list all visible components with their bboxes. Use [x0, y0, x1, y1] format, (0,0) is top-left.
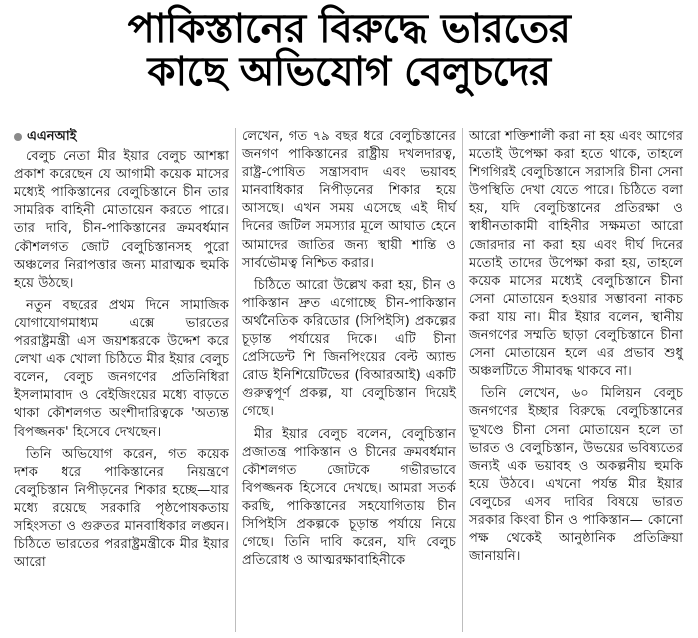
paragraph: নতুন বছরের প্রথম দিনে সামাজিক যোগাযোগমাধ্যম এক্সে ভারতের পররাষ্ট্রমন্ত্রী এস জয়শঙ্করকে উদ্দেশ করে লেখা এক খোলা চিঠিতে মীর ইয়ার বেলুচ বলেন, বেলুচ জনগণের প্রতিনিধিরা ইসলামাবাদ ও বেইজিংয়ের মধ্যে বাড়তে থাকা কৌশলগত অংশীদারিত্বকে 'অত্যন্ত বিপজ্জনক' হিসেবে দেখছেন। — [14, 297, 229, 440]
paragraph: বেলুচ নেতা মীর ইয়ার বেলুচ আশঙ্কা প্রকাশ করেছেন যে আগামী কয়েক মাসের মধ্যেই পাকিস্তানের বেলুচিস্তানে চীন তার সামরিক বাহিনী মোতায়েন করতে পারে। তার দাবি, চীন-পাকিস্তানের ক্রমবর্ধমান কৌশলগত জোট বেলুচিস্তানসহ পুরো অঞ্চলের নিরাপত্তার জন্য মারাত্মক হুমকি হয়ে উঠছে। — [14, 149, 229, 291]
byline — [14, 128, 229, 146]
paragraph: তিনি লেখেন, ৬০ মিলিয়ন বেলুচ জনগণের ইচ্ছার বিরুদ্ধে বেলুচিস্তানের ভূখণ্ডে চীনা সেনা মোতায়েন হলে তা ভারত ও বেলুচিস্তান, উভয়ের ভবিষ্যতের জন্যই এক ভয়াবহ ও অকল্পনীয় হুমকি হয়ে উঠবে। এখনো পর্যন্ত মীর ইয়ার বেলুচের এসব দাবির বিষয়ে ভারত সরকার কিংবা চীন ও পাকিস্তান— কোনো পক্ষ থেকেই আনুষ্ঠানিক প্রতিক্রিয়া জানায়নি। — [469, 386, 683, 565]
headline — [0, 0, 698, 94]
headline-line-2: কাছে অভিযোগ বেলুচদের — [147, 49, 551, 96]
paragraph: লেখেন, গত ৭৯ বছর ধরে বেলুচিস্তানের জনগণ পাকিস্তানের রাষ্ট্রীয় দখলদারত্ব, রাষ্ট্র-পোষিত সন্ত্রাসবাদ এবং ভয়াবহ মানবাধিকার নিপীড়নের শিকার হয়ে আসছে। এখন সময় এসেছে এই দীর্ঘ দিনের জটিল সমস্যার মূলে আঘাত হেনে আমাদের জাতির জন্য স্থায়ী শান্তি ও সার্বভৌমত্ব নিশ্চিত করার। — [242, 129, 456, 271]
byline-text: এএনআই — [27, 129, 77, 144]
paragraph: আরো শক্তিশালী করা না হয় এবং আগের মতোই উপেক্ষা করা হতে থাকে, তাহলে শিগগিরই বেলুচিস্তানে সরাসরি চীনা সেনা উপস্থিতি দেখা যেতে পারে। চিঠিতে বলা হয়, যদি বেলুচিস্তানের প্রতিরক্ষা ও স্বাধীনতাকামী বাহিনীর সক্ষমতা আরো জোরদার না করা হয় এবং দীর্ঘ দিনের মতোই তাদের উপেক্ষা করা হয়, তাহলে কয়েক মাসের মধ্যেই বেলুচিস্তানে চীনা সেনা মোতায়েন হওয়ার সম্ভাবনা নাকচ করা যায় না। মীর ইয়ার বলেন, স্থানীয় জনগণের সম্মতি ছাড়া বেলুচিস্তানে চীনা সেনা মোতায়েন হলে এর প্রভাব শুধু অঞ্চলটিতে সীমাবদ্ধ থাকবে না। — [469, 129, 683, 380]
column-3 — [462, 128, 689, 632]
paragraph: মীর ইয়ার বেলুচ বলেন, বেলুচিস্তান প্রজাতন্ত্র পাকিস্তান ও চীনের ক্রমবর্ধমান কৌশলগত জোটকে গভীরভাবে বিপজ্জনক হিসেবে দেখছে। আমরা সতর্ক করছি, পাকিস্তানের সহযোগিতায় চীন সিপিইসি প্রকল্পকে চূড়ান্ত পর্যায়ে নিয়ে গেছে। তিনি দাবি করেন, যদি বেলুচ প্রতিরোধ ও আত্মরক্ষাবাহিনীকে — [242, 426, 456, 569]
paragraph: তিনি অভিযোগ করেন, গত কয়েক দশক ধরে পাকিস্তানের নিয়ন্ত্রণে বেলুচিস্তান নিপীড়নের শিকার হচ্ছে—যার মধ্যে রয়েছে সরকারি পৃষ্ঠপোষকতায় সহিংসতা ও গুরুতর মানবাধিকার লঙ্ঘন। চিঠিতে ভারতের পররাষ্ট্রমন্ত্রীকে মীর ইয়ার আরো — [14, 446, 229, 571]
column-1 — [8, 128, 235, 632]
bullet-icon — [14, 133, 22, 141]
column-2 — [235, 128, 462, 632]
paragraph: চিঠিতে আরো উল্লেখ করা হয়, চীন ও পাকিস্তান দ্রুত এগোচ্ছে চীন-পাকিস্তান অর্থনৈতিক করিডোর (সিপিইসি) প্রকল্পের চূড়ান্ত পর্যায়ের দিকে। এটি চীনা প্রেসিডেন্ট শি জিনপিংয়ের বেল্ট অ্যান্ড রোড ইনিশিয়েটিভের (বিআরআই) একটি গুরুত্বপূর্ণ প্রকল্প, যা বেলুচিস্তান দিয়েই গেছে। — [242, 277, 456, 420]
headline-line-1: পাকিস্তানের বিরুদ্ধে ভারতের — [127, 6, 571, 52]
article-body — [8, 128, 690, 632]
